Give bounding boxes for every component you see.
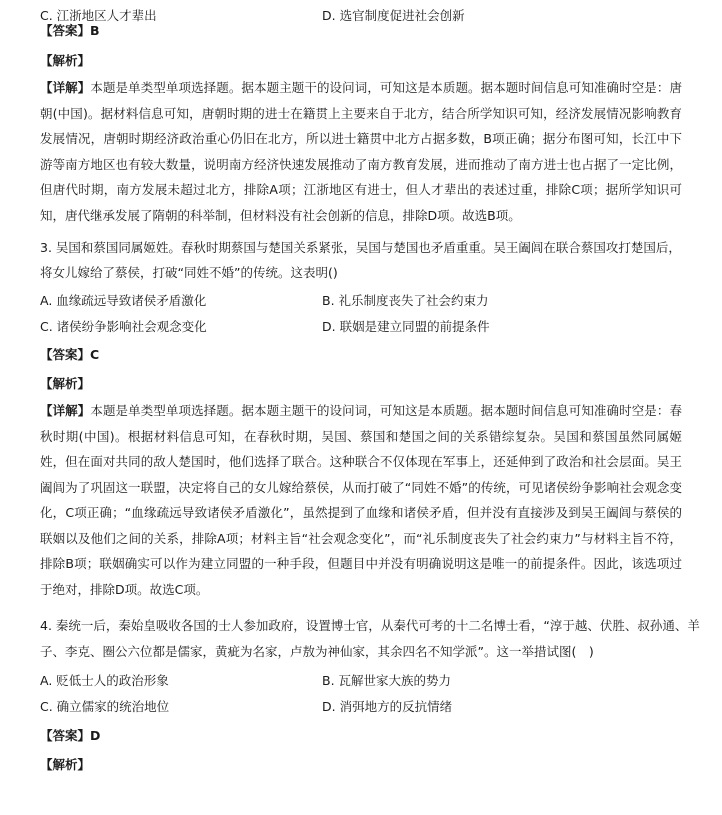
q4-analysis-title: 【解析】 — [40, 757, 91, 772]
q4-stem-line2: 子、李克、圈公六位都是儒家，黄疵为名家，卢敖为神仙家，其余四名不知学派”。这一举措试图( ) — [40, 644, 594, 659]
q3-answer: 【答案】C — [40, 347, 100, 362]
q2-answer: 【答案】B — [40, 23, 100, 38]
q3-stem-line2: 将女儿嫁给了蔡侯，打破“同姓不婚”的传统。这表明() — [40, 265, 338, 280]
q3-option-d: D. 联姻是建立同盟的前提条件 — [322, 319, 490, 334]
q2-analysis-title: 【解析】 — [40, 53, 91, 68]
q4-answer: 【答案】D — [40, 728, 101, 743]
q3-option-b: B. 礼乐制度丧失了社会约束力 — [322, 293, 489, 308]
q2-detail-paragraph — [40, 75, 682, 228]
q3-stem-line1: 3. 吴国和蔡国同属姬姓。春秋时期蔡国与楚国关系紧张，吴国与楚国也矛盾重重。吴王阖闾在联合蔡国攻打楚国后， — [40, 240, 681, 255]
q3-detail-tag: 【详解】 — [40, 403, 91, 418]
q2-option-d: D. 选官制度促进社会创新 — [322, 8, 465, 23]
q3-detail-paragraph — [40, 398, 682, 602]
q3-option-c: C. 诸侯纷争影响社会观念变化 — [40, 319, 207, 334]
q2-option-c: C. 江浙地区人才辈出 — [40, 8, 157, 23]
q3-option-a: A. 血缘疏远导致诸侯矛盾激化 — [40, 293, 207, 308]
q4-option-a: A. 贬低士人的政治形象 — [40, 673, 169, 688]
q4-option-c: C. 确立儒家的统治地位 — [40, 699, 170, 714]
q4-option-d: D. 消弭地方的反抗情绪 — [322, 699, 453, 714]
q3-detail-text: 本题是单类型单项选择题。据本题主题干的设问词，可知这是本质题。据本题时间信息可知准确时空是：春秋时期(中国)。根据材料信息可知，在春秋时期，吴国、蔡国和楚国之间的关系错综复杂。吴国和蔡国虽然同属姬姓，但在面对共同的敌人楚国时，他们选择了联合。这种联合不仅体现在军事上，还延伸到了政治和社会层面。吴王阖闾为了巩固这一联盟，决定将自己的女儿嫁给蔡侯，从而打破了“同姓不婚”的传统，可见诸侯纷争影响社会观念变化，C项正确；“血缘疏远导致诸侯矛盾激化”，虽然提到了血缘和诸侯矛盾，但并没有直接涉及到吴王阖闾与蔡侯的联姻以及他们之间的关系，排除A项；材料主旨“社会观念变化”，而“礼乐制度丧失了社会约束力”与材料主旨不符，排除B项；联姻确实可以作为建立同盟的一种手段，但题目中并没有明确说明这是唯一的前提条件。因此，该选项过于绝对，排除D项。故选C项。 — [40, 403, 682, 597]
q2-detail-tag: 【详解】 — [40, 80, 91, 95]
q2-detail-text: 本题是单类型单项选择题。据本题主题干的设问词，可知这是本质题。据本题时间信息可知准确时空是：唐朝(中国)。据材料信息可知，唐朝时期的进士在籍贯上主要来自于北方，结合所学知识可知，经济发展情况影响教育发展情况，唐朝时期经济政治重心仍旧在北方，所以进士籍贯中北方占据多数，B项正确；据分布图可知，长江中下游等南方地区也有较大数量，说明南方经济快速发展推动了南方教育发展，进而推动了南方进士也占据了一定比例，但唐代时期，南方发展未超过北方，排除A项；江浙地区有进士，但人才辈出的表述过重，排除C项；据所学知识可知，唐代继承发展了隋朝的科举制，但材料没有社会创新的信息，排除D项。故选B项。 — [40, 80, 682, 223]
q3-analysis-title: 【解析】 — [40, 376, 91, 391]
q4-stem-line1: 4. 秦统一后，秦始皇吸收各国的士人参加政府，设置博士官，从秦代可考的十二名博士看，“淳于越、伏胜、叔孙通、羊 — [40, 618, 700, 633]
q4-option-b: B. 瓦解世家大族的势力 — [322, 673, 452, 688]
